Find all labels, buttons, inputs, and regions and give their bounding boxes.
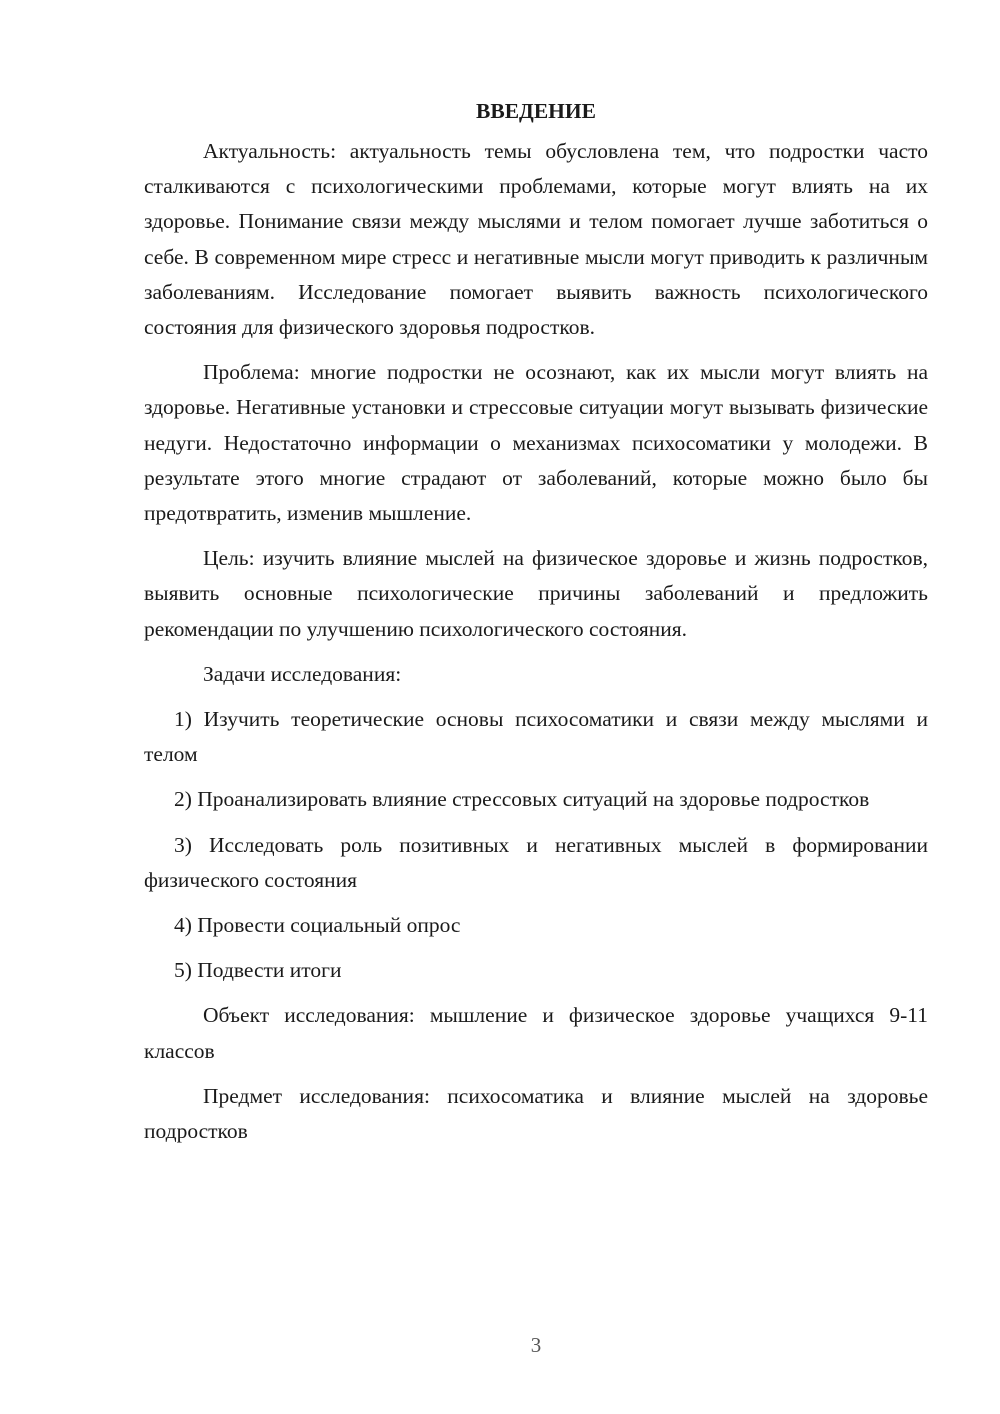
document-page [144,95,928,1159]
goal-paragraph: Цель: изучить влияние мыслей на физическое здоровье и жизнь подростков, выявить основные психологические причины заболеваний и предложить рекомендации по улучшению психологического состояния. [144,546,928,641]
page-number: 3 [530,1333,542,1357]
page-title: ВВЕДЕНИЕ [476,99,596,123]
task-item-3: 3) Исследовать роль позитивных и негативных мыслей в формировании физического состояния [144,832,928,892]
task-item-2: 2) Проанализировать влияние стрессовых ситуаций на здоровье подростков [174,787,870,812]
research-object-paragraph: Объект исследования: мышление и физическое здоровье учащихся 9-11 классов [144,1003,928,1063]
tasks-heading: Задачи исследования: [203,661,402,686]
problem-paragraph: Проблема: многие подростки не осознают, как их мысли могут влиять на здоровье. Негативные установки и стрессовые ситуации могут вызывать физические недуги. Недостаточно информации о механизмах психосоматики у молодежи. В результате этого многие страдают от заболеваний, которые можно было бы предотвратить, изменив мышление. [144,360,928,526]
task-item-1: 1) Изучить теоретические основы психосоматики и связи между мыслями и телом [144,707,928,767]
task-item-4: 4) Провести социальный опрос [174,913,461,938]
task-item-5: 5) Подвести итоги [174,958,342,983]
relevance-paragraph: Актуальность: актуальность темы обусловлена тем, что подростки часто сталкиваются с психологическими проблемами, которые могут влиять на их здоровье. Понимание связи между мыслями и телом помогает лучше заботиться о себе. В современном мире стресс и негативные мысли могут приводить к различным заболеваниям. Исследование помогает выявить важность психологического состояния для физического здоровья подростков. [144,139,928,340]
research-subject-paragraph: Предмет исследования: психосоматика и влияние мыслей на здоровье подростков [144,1083,928,1144]
